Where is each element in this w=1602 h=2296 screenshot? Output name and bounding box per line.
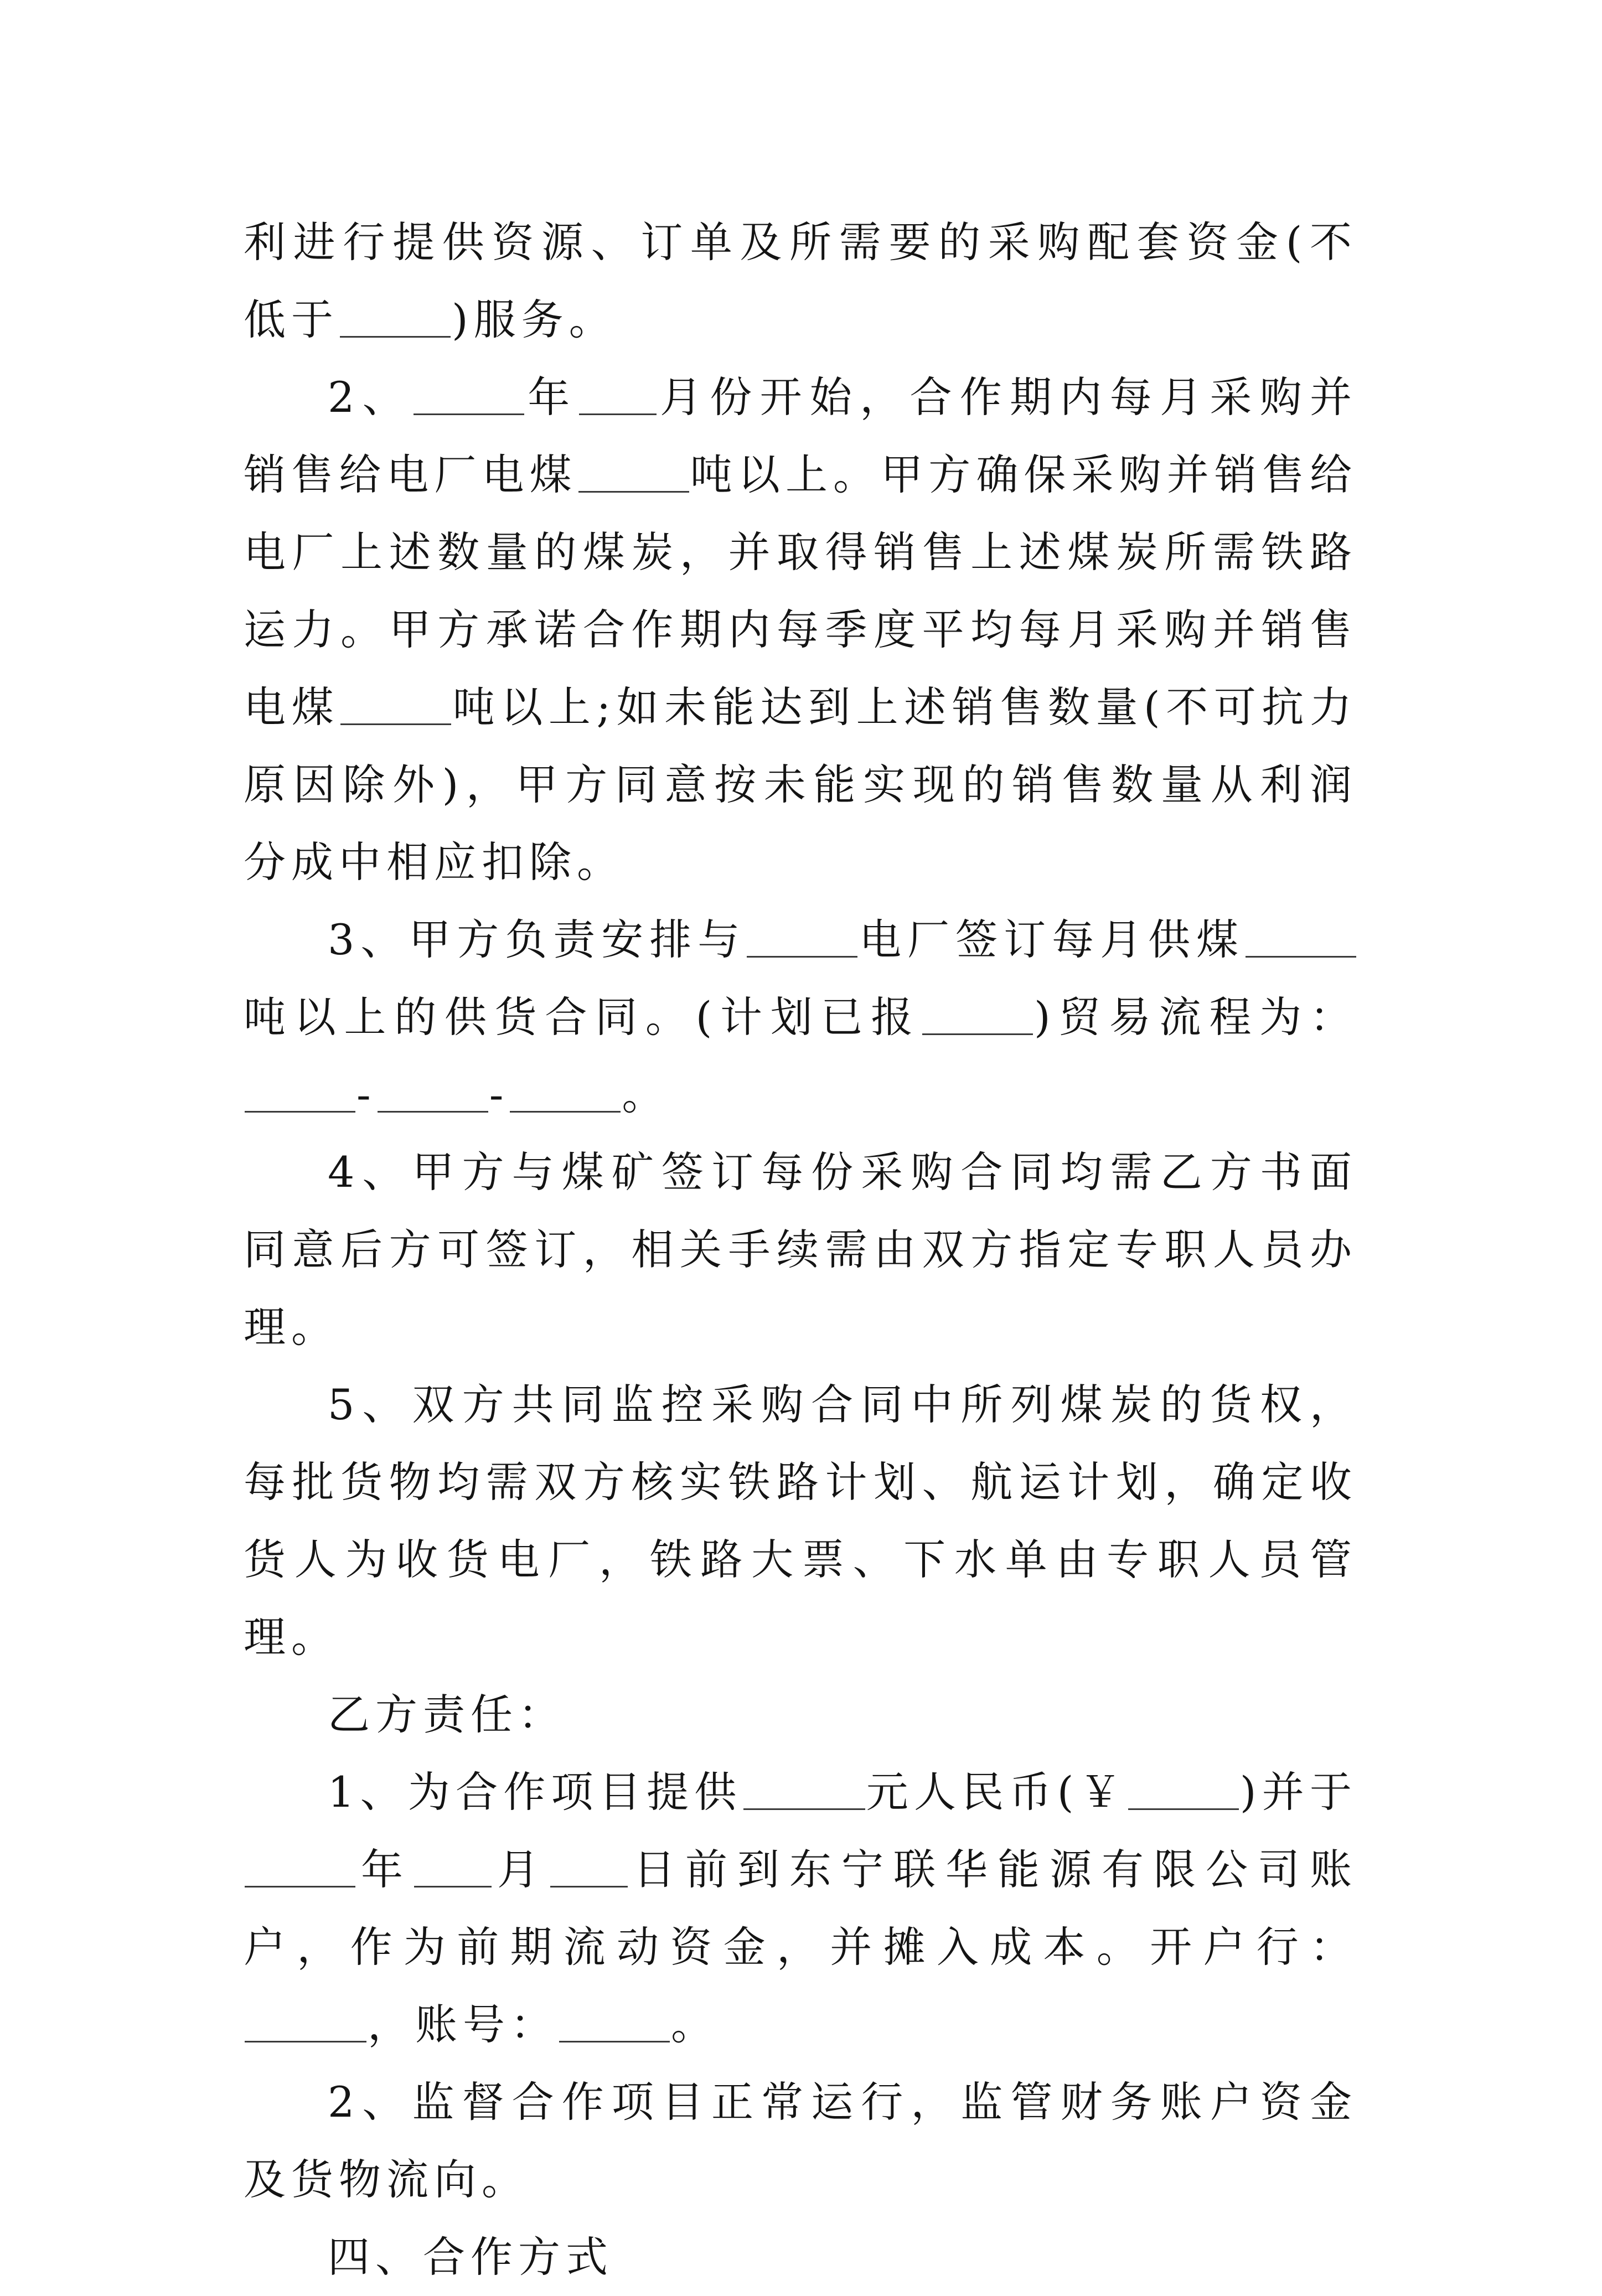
fill-in-blank <box>550 1852 628 1888</box>
text-run: 四、合作方式 <box>328 2232 613 2282</box>
text-run: 年 <box>356 1845 413 1894</box>
text-run: )贸易流程为： <box>1033 992 1357 1042</box>
fill-in-blank <box>743 1774 865 1810</box>
fill-in-blank <box>579 379 657 415</box>
fill-in-blank <box>414 1852 492 1888</box>
paragraph-p7 <box>244 2064 1357 2219</box>
fill-in-blank <box>559 2007 670 2042</box>
paragraph-p5 <box>244 1676 1357 1754</box>
text-run: 利进行提供资源、订单及所需要的采购配套资金(不低于 <box>244 218 1357 344</box>
paragraph-p6 <box>244 1754 1357 2064</box>
fill-in-blank <box>510 1077 621 1113</box>
fill-in-blank <box>922 999 1033 1035</box>
paragraph-p1 <box>244 359 1357 901</box>
text-run: 吨以上。甲方确保采购并销售给电厂上述数量的煤炭，并取得销售上述煤炭所需铁路运力。甲方承诺合作期内每季度平均每月采购并销售电煤 <box>244 450 1358 732</box>
text-run: 吨以上;如未能达到上述销售数量(不可抗力原因除外)，甲方同意按未能实现的销售数量从利润分成中相应扣除。 <box>244 682 1358 887</box>
fill-in-blank <box>1128 1774 1239 1810</box>
fill-in-blank <box>414 379 524 415</box>
text-run: ，账号： <box>368 2000 558 2049</box>
text-run: 2、 <box>328 373 412 422</box>
paragraph-p0 <box>244 204 1357 359</box>
text-run: 4、甲方与煤矿签订每份采购合同均需乙方书面同意后方可签订，相关手续需由双方指定专职人员办理。 <box>244 1147 1357 1352</box>
text-run: )服务。 <box>452 295 617 344</box>
text-run: )并于 <box>1239 1767 1358 1817</box>
text-run: 3、甲方负责安排与 <box>328 915 746 964</box>
text-run: 年 <box>525 373 578 422</box>
fill-in-blank <box>245 1077 355 1113</box>
text-run: 月 <box>493 1845 549 1894</box>
fill-in-blank <box>1246 922 1356 958</box>
text-run: 。 <box>622 1070 670 1119</box>
text-run: 日前到东宁联华能源有限公司账户，作为前期流动资金，并摊入成本。开户行： <box>244 1845 1357 1972</box>
paragraph-p8 <box>244 2219 1357 2296</box>
text-run: 5、双方共同监控采购合同中所列煤炭的货权，每批货物均需双方核实铁路计划、航运计划，确定收货人为收货电厂，铁路大票、下水单由专职人员管理。 <box>244 1380 1357 1662</box>
document-body <box>244 204 1357 2296</box>
text-run: 电厂签订每月供煤 <box>859 915 1245 964</box>
fill-in-blank <box>245 1852 355 1888</box>
paragraph-p2 <box>244 901 1357 1134</box>
paragraph-p4 <box>244 1366 1357 1676</box>
text-run: 2、监督合作项目正常运行，监管财务账户资金及货物流向。 <box>244 2077 1357 2204</box>
fill-in-blank <box>340 302 451 338</box>
fill-in-blank <box>378 1077 488 1113</box>
paragraph-p3 <box>244 1134 1357 1366</box>
fill-in-blank <box>245 2007 366 2042</box>
fill-in-blank <box>747 922 857 958</box>
text-run: 吨以上的供货合同。(计划已报 <box>244 992 921 1042</box>
text-run: 乙方责任： <box>328 1690 566 1739</box>
text-run: 元人民币(￥ <box>866 1767 1127 1817</box>
text-run: 月份开始，合作期内每月采购并销售给电厂电煤 <box>244 373 1358 499</box>
text-run: - <box>489 1070 509 1119</box>
text-run: - <box>356 1070 376 1119</box>
fill-in-blank <box>578 457 689 493</box>
text-run: 。 <box>671 2000 719 2049</box>
fill-in-blank <box>340 689 451 725</box>
text-run: 1、为合作项目提供 <box>328 1767 742 1817</box>
